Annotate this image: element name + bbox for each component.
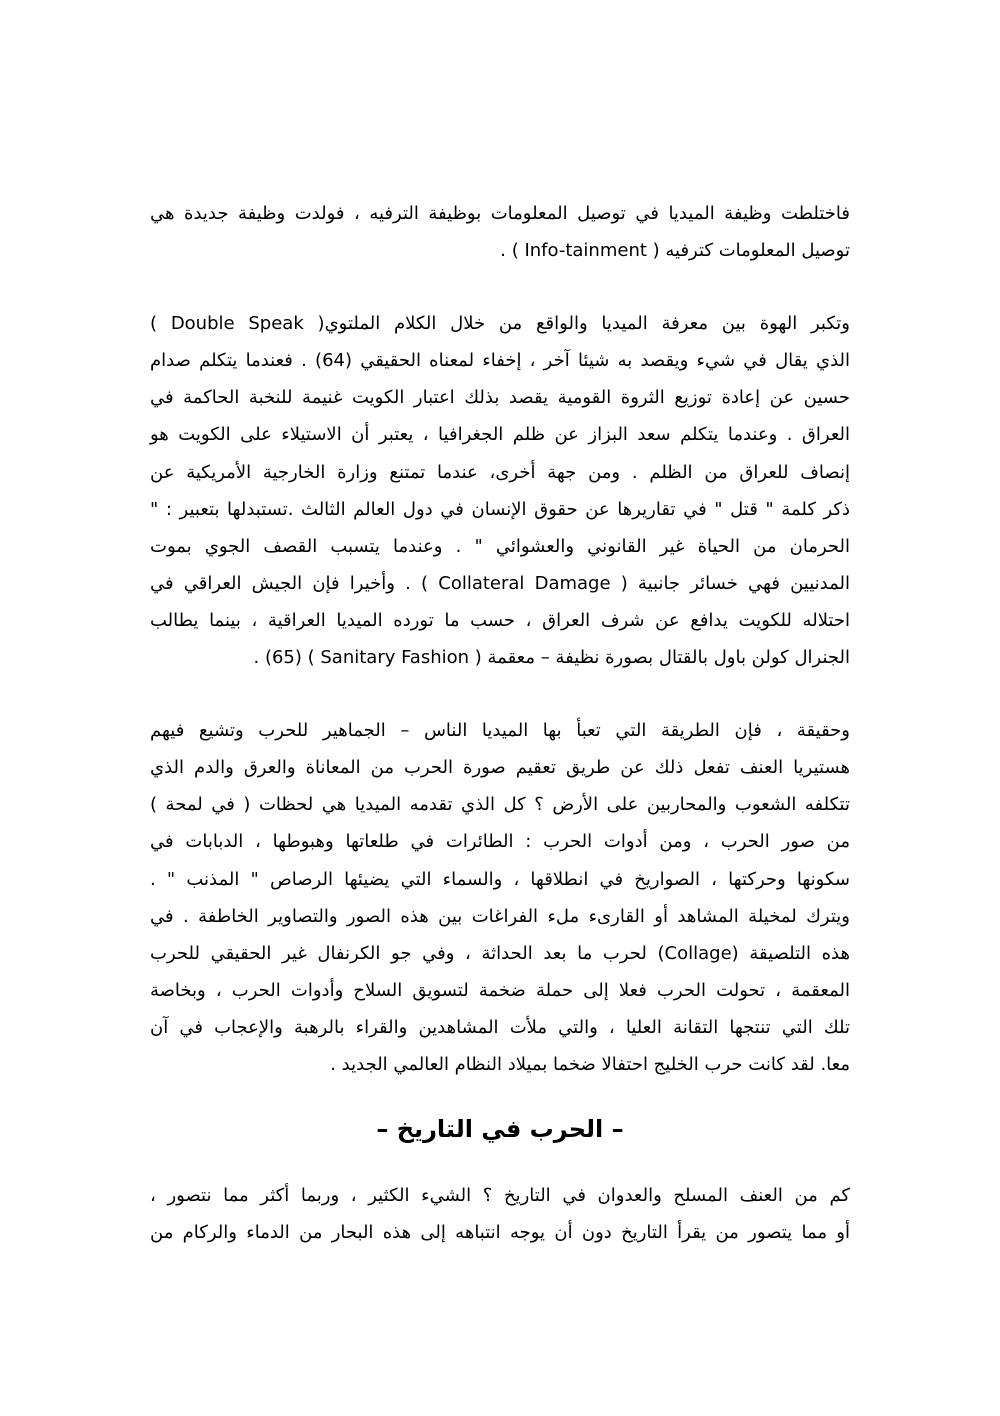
text-line: من صور الحرب ، ومن أدوات الحرب : الطائرات في طلعاتها وهبوطها ، الدبابات في <box>150 831 850 853</box>
document-page <box>150 195 850 1251</box>
paragraph-double-speak <box>150 305 850 676</box>
text-line: وتكبر الهوة بين معرفة الميديا والواقع من خلال الكلام الملتوي( Double Speak ) <box>150 313 850 335</box>
text-line: سكونها وحركتها ، الصواريخ في انطلاقها ، والسماء التي يضيئها الرصاص " المذنب " . <box>150 868 850 890</box>
section-heading: – الحرب في التاريخ – <box>376 1115 624 1144</box>
text-line: توصيل المعلومات كترفيه ( Info-tainment ) . <box>500 240 850 262</box>
text-line: كم من العنف المسلح والعدوان في التاريخ ؟ الشيء الكثير ، وربما أكثر مما نتصور ، <box>150 1185 850 1207</box>
text-line: ويترك لمخيلة المشاهد أو القارىء ملء الفراغات بين هذه الصور والتصاوير الخاطفة . في <box>150 905 850 927</box>
text-line: فاختلطت وظيفة الميديا في توصيل المعلومات بوظيفة الترفيه ، فولدت وظيفة جديدة هي <box>150 203 850 224</box>
text-line: المدنيين فهي خسائر جانبية ( Collateral Damage ) . وأخيرا فإن الجيش العراقي في <box>150 572 851 594</box>
text-line: العراق . وعندما يتكلم سعد البزاز عن ظلم الجغرافيا ، يعتبر أن الاستيلاء على الكويت هو <box>150 424 850 446</box>
text-line: ذكر كلمة " قتل " في تقاريرها عن حقوق الإنسان في دول العالم الثالث .تستبدلها بتعبير : " <box>150 498 850 520</box>
text-line: حسين عن إعادة توزيع الثروة القومية يقصد بذلك اعتبار الكويت غنيمة للنخبة الحاكمة في <box>150 387 850 409</box>
text-line: الجنرال كولن باول بالقتال بصورة نظيفة – معقمة ( Sanitary Fashion ) (65) . <box>253 647 850 669</box>
text-line: هستيريا العنف تفعل ذلك عن طريق تعقيم صورة الحرب من المعاناة والعرق والدم الذي <box>150 757 850 779</box>
text-line: إنصاف للعراق من الظلم . ومن جهة أخرى، عندما تمتنع وزارة الخارجية الأمريكية عن <box>150 461 850 483</box>
paragraph-war-history <box>150 1177 850 1251</box>
text-line: معا. لقد كانت حرب الخليج احتفالا ضخما بميلاد النظام العالمي الجديد . <box>330 1053 850 1075</box>
text-line: تتكلفه الشعوب والمحاربين على الأرض ؟ كل الذي تقدمه الميديا هي لحظات ( في لمحة ) <box>150 794 850 816</box>
text-line: احتلاله للكويت يدافع عن شرف العراق ، حسب ما تورده الميديا العراقية ، بينما يطالب <box>150 609 850 631</box>
text-line: تلك التي تنتجها التقانة العليا ، والتي ملأت المشاهدين والقراء بالرهبة والإعجاب في آن <box>150 1016 850 1038</box>
text-line: وحقيقة ، فإن الطريقة التي تعبأ بها الميديا الناس – الجماهير للحرب وتشيع فيهم <box>150 720 850 742</box>
text-line: الحرمان من الحياة غير القانوني والعشوائي " . وعندما يتسبب القصف الجوي بموت <box>150 535 850 557</box>
paragraph-gap <box>150 676 850 712</box>
text-line: هذه التلصيقة (Collage) لحرب ما بعد الحداثة ، وفي جو الكرنفال غير الحقيقي للحرب <box>150 942 850 964</box>
paragraph-infotainment <box>150 195 850 269</box>
paragraph-gap <box>150 269 850 305</box>
text-line: المعقمة ، تحولت الحرب فعلا إلى حملة ضخمة لتسويق السلاح وأدوات الحرب ، وبخاصة <box>150 979 850 1001</box>
text-line: أو مما يتصور من يقرأ التاريخ دون أن يوجه انتباهه إلى هذه البحار من الدماء والركام من <box>150 1222 850 1244</box>
text-line: الذي يقال في شيء ويقصد به شيئا آخر ، إخفاء لمعناه الحقيقي (64) . فعندما يتكلم صدام <box>150 350 850 372</box>
paragraph-war-media <box>150 712 850 1083</box>
